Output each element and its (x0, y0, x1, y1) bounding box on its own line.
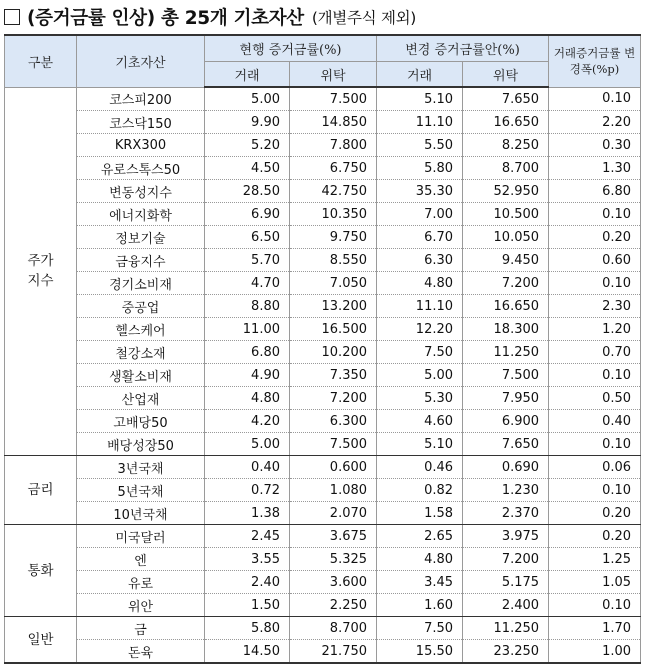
proposed-trade-cell: 5.30 (377, 387, 463, 410)
change-cell: 1.30 (549, 157, 641, 180)
proposed-trust-cell: 5.175 (463, 571, 549, 594)
proposed-trust-cell: 8.700 (463, 157, 549, 180)
change-cell: 0.10 (549, 203, 641, 226)
current-trust-cell: 6.750 (290, 157, 377, 180)
current-trust-cell: 2.070 (290, 502, 377, 525)
change-cell: 0.10 (549, 433, 641, 456)
proposed-trust-cell: 7.650 (463, 433, 549, 456)
proposed-trade-cell: 7.50 (377, 617, 463, 640)
current-trust-cell: 3.675 (290, 525, 377, 548)
change-cell: 2.30 (549, 295, 641, 318)
proposed-trade-cell: 6.70 (377, 226, 463, 249)
proposed-trust-cell: 52.950 (463, 180, 549, 203)
proposed-trade-cell: 6.30 (377, 249, 463, 272)
table-row (5, 502, 641, 525)
category-cell: 주가 지수 (5, 87, 77, 456)
current-trade-cell: 14.50 (205, 640, 290, 664)
change-cell: 0.20 (549, 525, 641, 548)
proposed-trust-cell: 11.250 (463, 341, 549, 364)
header-change-text: 거래증거금률 변경폭(%p) (553, 46, 636, 77)
table-row (5, 456, 641, 479)
table-row (5, 157, 641, 180)
current-trade-cell: 5.70 (205, 249, 290, 272)
table-row (5, 111, 641, 134)
current-trade-cell: 4.70 (205, 272, 290, 295)
asset-cell: 3년국채 (77, 456, 205, 479)
current-trade-cell: 11.00 (205, 318, 290, 341)
asset-cell: 변동성지수 (77, 180, 205, 203)
category-cell: 통화 (5, 525, 77, 617)
table-row (5, 180, 641, 203)
current-trust-cell: 7.200 (290, 387, 377, 410)
change-cell: 0.70 (549, 341, 641, 364)
current-trust-cell: 9.750 (290, 226, 377, 249)
current-trade-cell: 5.00 (205, 87, 290, 111)
proposed-trust-cell: 2.370 (463, 502, 549, 525)
current-trust-cell: 6.300 (290, 410, 377, 433)
current-trust-cell: 16.500 (290, 318, 377, 341)
change-cell: 1.20 (549, 318, 641, 341)
change-cell: 0.40 (549, 410, 641, 433)
table-row (5, 617, 641, 640)
current-trade-cell: 6.50 (205, 226, 290, 249)
proposed-trade-cell: 35.30 (377, 180, 463, 203)
current-trade-cell: 0.72 (205, 479, 290, 502)
table-row (5, 525, 641, 548)
current-trade-cell: 5.00 (205, 433, 290, 456)
change-cell: 0.10 (549, 479, 641, 502)
change-cell: 0.50 (549, 387, 641, 410)
proposed-trade-cell: 1.58 (377, 502, 463, 525)
current-trade-cell: 5.80 (205, 617, 290, 640)
current-trust-cell: 10.200 (290, 341, 377, 364)
change-cell: 6.80 (549, 180, 641, 203)
proposed-trade-cell: 0.82 (377, 479, 463, 502)
proposed-trust-cell: 10.050 (463, 226, 549, 249)
title-sub: (개별주식 제외) (311, 9, 417, 27)
table-row (5, 318, 641, 341)
current-trust-cell: 7.050 (290, 272, 377, 295)
proposed-trade-cell: 5.10 (377, 87, 463, 111)
current-trade-cell: 5.20 (205, 134, 290, 157)
current-trade-cell: 2.45 (205, 525, 290, 548)
proposed-trade-cell: 7.00 (377, 203, 463, 226)
table-body (5, 87, 641, 663)
proposed-trade-cell: 5.00 (377, 364, 463, 387)
proposed-trust-cell: 7.200 (463, 272, 549, 295)
category-cell: 금리 (5, 456, 77, 525)
current-trust-cell: 1.080 (290, 479, 377, 502)
proposed-trade-cell: 4.80 (377, 272, 463, 295)
proposed-trust-cell: 7.200 (463, 548, 549, 571)
proposed-trade-cell: 11.10 (377, 295, 463, 318)
table-row (5, 640, 641, 664)
asset-cell: 고배당50 (77, 410, 205, 433)
proposed-trust-cell: 23.250 (463, 640, 549, 664)
asset-cell: 중공업 (77, 295, 205, 318)
proposed-trust-cell: 0.690 (463, 456, 549, 479)
change-cell: 0.30 (549, 134, 641, 157)
table-row (5, 272, 641, 295)
table-row (5, 87, 641, 111)
proposed-trust-cell: 7.500 (463, 364, 549, 387)
header-asset: 기초자산 (77, 35, 205, 87)
proposed-trust-cell: 18.300 (463, 318, 549, 341)
asset-cell: 헬스케어 (77, 318, 205, 341)
current-trust-cell: 3.600 (290, 571, 377, 594)
current-trust-cell: 8.550 (290, 249, 377, 272)
change-cell: 0.20 (549, 226, 641, 249)
header-current-rate: 현행 증거금률(%) (205, 35, 377, 62)
proposed-trust-cell: 16.650 (463, 111, 549, 134)
current-trust-cell: 21.750 (290, 640, 377, 664)
proposed-trust-cell: 9.450 (463, 249, 549, 272)
current-trade-cell: 4.50 (205, 157, 290, 180)
header-category: 구분 (5, 35, 77, 87)
current-trust-cell: 13.200 (290, 295, 377, 318)
proposed-trust-cell: 11.250 (463, 617, 549, 640)
current-trust-cell: 5.325 (290, 548, 377, 571)
table-row (5, 295, 641, 318)
current-trade-cell: 6.90 (205, 203, 290, 226)
margin-rate-table (4, 34, 641, 664)
asset-cell: 엔 (77, 548, 205, 571)
table-row (5, 548, 641, 571)
current-trust-cell: 10.350 (290, 203, 377, 226)
current-trust-cell: 0.600 (290, 456, 377, 479)
header-current-trade: 거래 (205, 62, 290, 88)
proposed-trade-cell: 2.65 (377, 525, 463, 548)
change-cell: 2.20 (549, 111, 641, 134)
table-row (5, 364, 641, 387)
change-cell: 1.00 (549, 640, 641, 664)
current-trade-cell: 8.80 (205, 295, 290, 318)
proposed-trade-cell: 5.50 (377, 134, 463, 157)
table-header (5, 35, 641, 87)
proposed-trust-cell: 2.400 (463, 594, 549, 617)
proposed-trust-cell: 16.650 (463, 295, 549, 318)
title-main: (증거금률 인상) 총 25개 기초자산 (27, 8, 304, 29)
asset-cell: 위안 (77, 594, 205, 617)
asset-cell: 코스닥150 (77, 111, 205, 134)
current-trust-cell: 7.500 (290, 87, 377, 111)
table-row (5, 410, 641, 433)
proposed-trust-cell: 8.250 (463, 134, 549, 157)
proposed-trust-cell: 6.900 (463, 410, 549, 433)
proposed-trust-cell: 10.500 (463, 203, 549, 226)
proposed-trust-cell: 7.650 (463, 87, 549, 111)
asset-cell: 유로 (77, 571, 205, 594)
proposed-trade-cell: 7.50 (377, 341, 463, 364)
current-trade-cell: 9.90 (205, 111, 290, 134)
change-cell: 0.60 (549, 249, 641, 272)
change-cell: 1.25 (549, 548, 641, 571)
current-trust-cell: 7.800 (290, 134, 377, 157)
proposed-trust-cell: 3.975 (463, 525, 549, 548)
table-row (5, 571, 641, 594)
change-cell: 0.06 (549, 456, 641, 479)
checkbox-square-icon (4, 9, 20, 25)
current-trade-cell: 1.38 (205, 502, 290, 525)
proposed-trust-cell: 1.230 (463, 479, 549, 502)
asset-cell: KRX300 (77, 134, 205, 157)
proposed-trade-cell: 5.80 (377, 157, 463, 180)
asset-cell: 철강소재 (77, 341, 205, 364)
change-cell: 0.10 (549, 87, 641, 111)
proposed-trade-cell: 5.10 (377, 433, 463, 456)
change-cell: 1.70 (549, 617, 641, 640)
change-cell: 1.05 (549, 571, 641, 594)
current-trade-cell: 4.20 (205, 410, 290, 433)
proposed-trade-cell: 3.45 (377, 571, 463, 594)
table-row (5, 341, 641, 364)
table-row (5, 134, 641, 157)
asset-cell: 에너지화학 (77, 203, 205, 226)
current-trust-cell: 7.350 (290, 364, 377, 387)
header-current-trust: 위탁 (290, 62, 377, 88)
current-trade-cell: 28.50 (205, 180, 290, 203)
current-trust-cell: 42.750 (290, 180, 377, 203)
header-proposed-trade: 거래 (377, 62, 463, 88)
table-row (5, 433, 641, 456)
current-trade-cell: 1.50 (205, 594, 290, 617)
asset-cell: 생활소비재 (77, 364, 205, 387)
asset-cell: 유로스톡스50 (77, 157, 205, 180)
table-row (5, 203, 641, 226)
current-trade-cell: 4.90 (205, 364, 290, 387)
document-title (4, 2, 416, 32)
proposed-trade-cell: 0.46 (377, 456, 463, 479)
current-trade-cell: 3.55 (205, 548, 290, 571)
change-cell: 0.10 (549, 364, 641, 387)
asset-cell: 금 (77, 617, 205, 640)
current-trade-cell: 0.40 (205, 456, 290, 479)
asset-cell: 배당성장50 (77, 433, 205, 456)
asset-cell: 산업재 (77, 387, 205, 410)
current-trust-cell: 2.250 (290, 594, 377, 617)
current-trade-cell: 2.40 (205, 571, 290, 594)
table-row (5, 226, 641, 249)
proposed-trade-cell: 11.10 (377, 111, 463, 134)
header-change (549, 35, 641, 87)
current-trust-cell: 14.850 (290, 111, 377, 134)
asset-cell: 코스피200 (77, 87, 205, 111)
change-cell: 0.20 (549, 502, 641, 525)
asset-cell: 10년국채 (77, 502, 205, 525)
proposed-trade-cell: 4.80 (377, 548, 463, 571)
current-trade-cell: 6.80 (205, 341, 290, 364)
proposed-trust-cell: 7.950 (463, 387, 549, 410)
asset-cell: 미국달러 (77, 525, 205, 548)
current-trust-cell: 7.500 (290, 433, 377, 456)
current-trust-cell: 8.700 (290, 617, 377, 640)
change-cell: 0.10 (549, 272, 641, 295)
asset-cell: 금융지수 (77, 249, 205, 272)
proposed-trade-cell: 12.20 (377, 318, 463, 341)
asset-cell: 돈육 (77, 640, 205, 664)
asset-cell: 5년국채 (77, 479, 205, 502)
asset-cell: 경기소비재 (77, 272, 205, 295)
current-trade-cell: 4.80 (205, 387, 290, 410)
change-cell: 0.10 (549, 594, 641, 617)
proposed-trade-cell: 4.60 (377, 410, 463, 433)
table-row (5, 249, 641, 272)
proposed-trade-cell: 1.60 (377, 594, 463, 617)
asset-cell: 정보기술 (77, 226, 205, 249)
table-row (5, 387, 641, 410)
category-cell: 일반 (5, 617, 77, 664)
proposed-trade-cell: 15.50 (377, 640, 463, 664)
header-proposed-trust: 위탁 (463, 62, 549, 88)
header-proposed-rate: 변경 증거금률안(%) (377, 35, 549, 62)
table-row (5, 479, 641, 502)
table-row (5, 594, 641, 617)
